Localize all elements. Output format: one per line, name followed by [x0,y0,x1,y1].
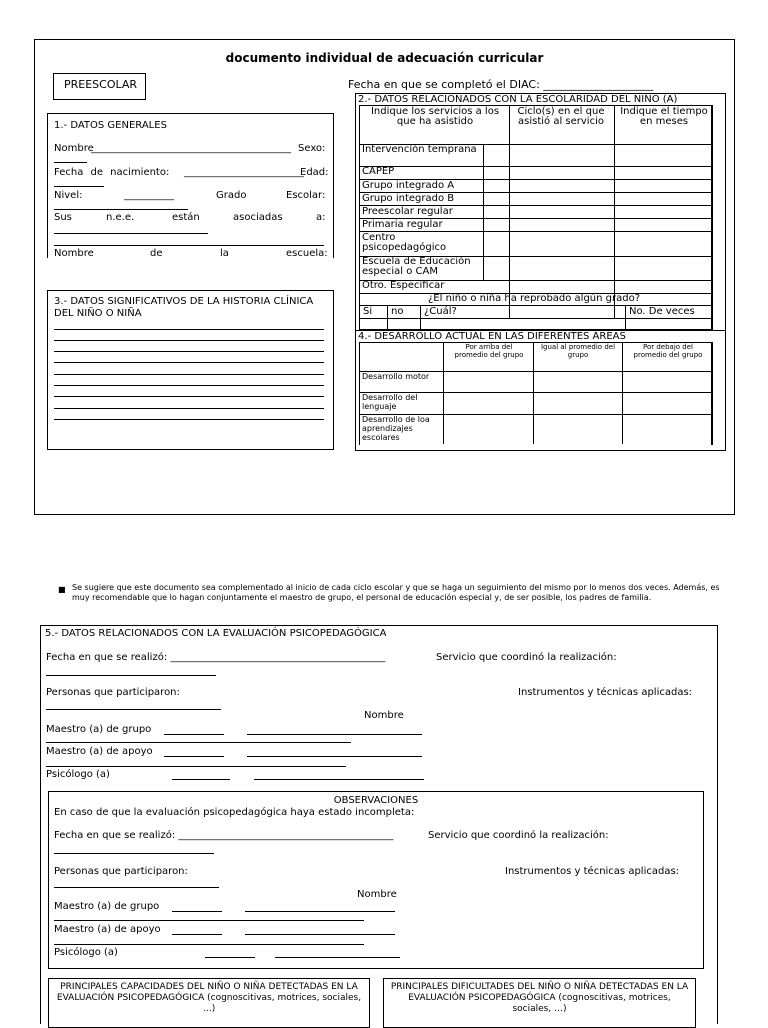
rule [46,709,221,710]
rule [54,162,87,163]
obs-title: OBSERVACIONES [333,795,419,806]
s2-row-3: Grupo integrado A [362,180,455,191]
obs-personas: Personas que participaron: [54,866,188,877]
s2-row-8: Escuela de Educación especial o CAM [362,256,471,277]
s5-maestro-apoyo: Maestro (a) de apoyo [46,746,153,757]
rule [46,742,351,743]
rule [54,920,364,921]
s2-cual: ¿Cuál? [424,306,457,317]
obs-maestro-grupo: Maestro (a) de grupo [54,901,160,912]
fecha-nac-line: ________________________ [184,167,304,178]
section3-title: 3.- DATOS SIGNIFICATIVOS DE LA HISTORIA CLÍNICA DEL NIÑO O NIÑA [54,296,314,319]
s5-instrumentos: Instrumentos y técnicas aplicadas: [518,687,693,698]
nombre-escuela-2: de [150,248,163,258]
s2-row-9: Otro. Especificar [362,280,445,291]
rule [275,957,400,958]
vrule [483,144,484,281]
rule [172,934,222,935]
section5-title: 5.- DATOS RELACIONADOS CON LA EVALUACIÓN PSICOPEDAGÓGICA [45,628,387,639]
rule [54,374,324,375]
rule [360,318,712,319]
rule [54,233,208,234]
vrule [622,342,623,444]
level-label: PREESCOLAR [64,78,138,91]
rule [172,779,230,780]
section4-title: 4.- DESARROLLO ACTUAL EN LAS DIFERENTES ÁREAS [358,331,626,342]
s4-row-1: Desarrollo motor [362,372,430,381]
document-title: documento individual de adecuación curricular [225,51,544,65]
rule [54,419,324,420]
obs-fecha: Fecha en que se realizó: ___________________________________________ [54,830,394,841]
rule [54,340,324,341]
s2-header-1: Indique los servicios a los que ha asistido [370,106,500,127]
vrule [509,106,510,319]
fecha-nac-label: Fecha de nacimiento: [54,167,170,178]
obs-maestro-apoyo: Maestro (a) de apoyo [54,924,161,935]
capacidades-text: PRINCIPALES CAPACIDADES DEL NIÑO O NIÑA DETECTADAS EN LA EVALUACIÓN PSICOPEDAGÓGICA (cognoscitivas, motrices, sociales, …) [56,982,362,1014]
nombre-label: Nombre [54,143,94,154]
s2-reprobado: ¿El niño o niña ha reprobado algún grado? [428,293,641,304]
s2-row-4: Grupo integrado B [362,193,455,204]
estan-label: están [172,212,200,223]
edad-label: Edad: [300,167,329,178]
rule [245,911,395,912]
s5-psicologo: Psicólogo (a) [46,769,110,780]
obs-nombre: Nombre [357,889,397,900]
rule [54,186,104,187]
rule [247,756,422,757]
note-bullet: ■ [58,585,66,594]
rule [205,957,255,958]
s4-row-2: Desarrollo del lenguaje [362,393,418,411]
s4-header-1: Por arriba del promedio del grupo [454,343,524,359]
s5-servicio: Servicio que coordinó la realización: [436,652,617,663]
rule [46,675,216,676]
s2-no: no [391,306,404,317]
s2-row-2: CAPEP [362,166,395,177]
dificultades-text: PRINCIPALES DIFICULTADES DEL NIÑO O NIÑA DETECTADAS EN LA EVALUACIÓN PSICOPEDAGÓGICA (cognoscitivas, motrices, sociales, …) [390,982,689,1014]
s4-row-3: Desarrollo de loa aprendizajes escolares [362,415,430,442]
section1-title: 1.- DATOS GENERALES [54,120,167,131]
rule [54,329,324,330]
nee-label: n.e.e. [106,212,135,223]
nivel-line: __________ [124,190,174,201]
sexo-label: Sexo: [298,143,326,154]
s2-veces: No. De veces [629,306,695,317]
rule [254,779,424,780]
vrule [614,106,615,319]
escolar-label: Escolar: [286,190,326,201]
rule [360,231,712,232]
s5-maestro-grupo: Maestro (a) de grupo [46,724,152,735]
rule [54,362,324,363]
s4-header-2: Igual al promedio del grupo [540,343,616,359]
rule [54,853,214,854]
s4-header-3: Por debajo del promedio del grupo [633,343,703,359]
sus-label: Sus [54,212,72,223]
s2-row-1: Intervención temprana [362,144,477,155]
diac-date-label: Fecha en que se completó el DIAC: ____________________ [348,78,654,91]
nombre-escuela-4: escuela: [286,248,328,258]
rule [54,209,188,210]
s2-row-5: Preescolar regular [362,206,453,217]
nombre-escuela-clip [48,246,333,258]
rule [46,766,346,767]
rule [54,944,364,945]
rule [164,756,224,757]
obs-servicio: Servicio que coordinó la realización: [428,830,609,841]
rule [247,734,422,735]
rule [54,385,324,386]
s2-row-6: Primaria regular [362,219,443,230]
vrule [533,342,534,444]
note-text: Se sugiere que este documento sea complementado al inicio de cada ciclo escolar y que se haga un seguimiento del mismo por lo menos dos veces. Además, es muy recomendable que lo hagan conjuntamente el maestro de grupo, el personal de educación especial y, de ser posible, los padres de familia. [72,583,720,602]
nombre-escuela-3: la [220,248,229,258]
s2-header-2: Ciclo(s) en el que asistió al servicio [517,106,605,127]
obs-psicologo: Psicólogo (a) [54,947,118,958]
a-label: a: [316,212,326,223]
s5-personas: Personas que participaron: [46,687,180,698]
rule [245,934,395,935]
obs-instrumentos: Instrumentos y técnicas aplicadas: [505,866,680,877]
vrule [443,342,444,444]
obs-text: En caso de que la evaluación psicopedagógica haya estado incompleta: [54,807,415,818]
grado-label: Grado [216,190,247,201]
s2-header-3: Indique el tiempo en meses [620,106,708,127]
asociadas-label: asociadas [233,212,283,223]
rule [54,408,324,409]
s2-si: Si [363,306,373,317]
nombre-line: ________________________________________ [91,143,291,154]
nivel-label: Nivel: [54,190,83,201]
section2-title: 2.- DATOS RELACIONADOS CON LA ESCOLARIDAD DEL NIÑO (A) [358,94,678,105]
rule [54,887,219,888]
s5-nombre: Nombre [364,710,404,721]
s5-fecha: Fecha en que se realizó: ___________________________________________ [46,652,386,663]
rule [54,351,324,352]
rule [54,396,324,397]
s2-row-7: Centro psicopedagógico [362,232,447,253]
rule [164,734,224,735]
nombre-escuela-1: Nombre [54,248,94,258]
rule [172,911,222,912]
